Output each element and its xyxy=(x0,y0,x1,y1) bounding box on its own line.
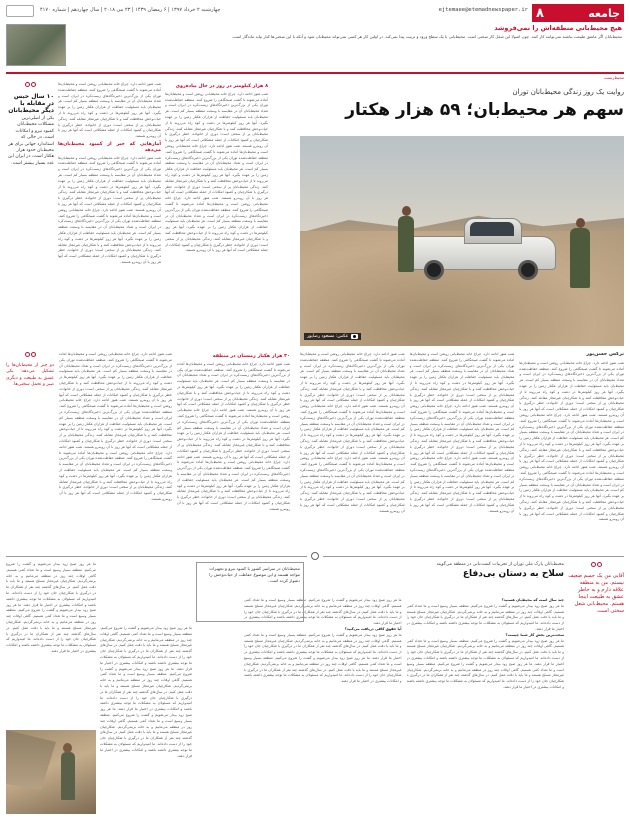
interview-kicker: محیط‌بانان پارک ملی توران از تجربیات کشت‌بانی در منطقه می‌گویند xyxy=(436,562,564,567)
article-body-text: شب هنوز ادامه دارد. چراغ خانه محیط‌بانی روشن است و محیط‌بان‌ها آماده می‌شوند تا گشت صبحگاهی را شروع کنند. منطقه حفاظت‌شده توران یکی از بزرگ‌ترین ذخیره‌گاه‌های زیست‌کره در ایران است و تعداد محیط‌بانان آن در مقایسه با وسعت منطقه بسیار کم است. هر محیط‌بان باید مسئولیت حفاظت از هزاران هکتار زمین را بر عهده بگیرد. آنها هر روز کیلومترها در دشت و کوه راه می‌روند تا از حیات‌وحش محافظت کنند و با شکارچیان غیرمجاز مقابله کنند. زندگی محیط‌بانان پر از سختی است؛ دوری از خانواده، خطر درگیری با شکارچیان و کمبود امکانات از جمله مشکلاتی است که آنها هر روز با آن روبه‌رو هستند. xyxy=(519,360,624,417)
side-box-title: ۱۰ سال حبس در مقابله با دیگر محیط‌بانان xyxy=(8,93,54,114)
article-subhead: ۳۰ هزار هکتار زمستان در منطقه xyxy=(212,354,290,359)
promo-title: هیچ محیط‌بانی منطقه‌اش را نمی‌فروشد xyxy=(494,24,622,32)
ranger-figure xyxy=(398,216,414,272)
interview-question: آیا حقوق کافی دریافت می‌کنید؟ xyxy=(344,626,402,631)
interview-answer: ما هر روز صبح زود بیدار می‌شویم و گشت را شروع می‌کنیم. منطقه بسیار وسیع است و ما تعداد کمی هستیم. گاهی اوقات چند روز در منطقه می‌مانیم و به خانه برنمی‌گردیم. شکارچیان غیرمجاز مسلح هستند و ما باید با دقت عمل کنیم. در سال‌های گذشته چند نفر از همکاران ما در درگیری با شکارچیان جان خود را از دست داده‌اند. ما امیدواریم که مسئولان به مشکلات ما توجه بیشتری داشته باشند و امکانات بیشتری در اختیار ما قرار دهند. xyxy=(406,661,564,689)
quote-icon xyxy=(590,562,602,571)
quote-icon xyxy=(24,352,36,361)
article-column xyxy=(300,352,405,550)
interview-question: سخت‌ترین بخش کار شما چیست؟ xyxy=(505,632,564,637)
article-body-text: شب هنوز ادامه دارد. چراغ خانه محیط‌بانی روشن است و محیط‌بان‌ها آماده می‌شوند تا گشت صبحگاهی را شروع کنند. منطقه حفاظت‌شده توران یکی از بزرگ‌ترین ذخیره‌گاه‌های زیست‌کره در ایران است و تعداد محیط‌بانان آن در مقایسه با وسعت منطقه بسیار کم است. هر محیط‌بان باید مسئولیت حفاظت از هزاران هکتار زمین را بر عهده بگیرد. آنها هر روز کیلومترها در دشت و کوه راه می‌روند تا از حیات‌وحش محافظت کنند و با شکارچیان غیرمجاز مقابله کنند. زندگی محیط‌بانان پر از سختی است؛ دوری از خانواده، خطر درگیری با شکارچیان و کمبود امکانات از جمله مشکلاتی است که آنها هر روز با آن روبه‌رو هستند. xyxy=(177,361,290,413)
article-columns-upper xyxy=(58,82,268,346)
interview-answer: ما هر روز صبح زود بیدار می‌شویم و گشت را شروع می‌کنیم. منطقه بسیار وسیع است و ما تعداد کمی هستیم. گاهی اوقات چند روز در منطقه می‌مانیم و به خانه برنمی‌گردیم. شکارچیان غیرمجاز مسلح هستند و ما باید با دقت عمل کنیم. در سال‌های گذشته چند نفر از همکاران ما در درگیری با شکارچیان جان خود را از دست داده‌اند. ما امیدواریم که مسئولان به مشکلات ما توجه بیشتری داشته باشند و امکانات بیشتری در اختیار ما قرار دهند. xyxy=(6,602,96,653)
boxed-quote: محیط‌بانان در سراسر کشور با کمبود نیرو و تجهیزات مواجه هستند و این موضوع حفاظت از حیات‌وحش را دشوار کرده است. xyxy=(196,562,304,622)
article-body-text: شب هنوز ادامه دارد. چراغ خانه محیط‌بانی روشن است و محیط‌بان‌ها آماده می‌شوند تا گشت صبحگاهی را شروع کنند. منطقه حفاظت‌شده توران یکی از بزرگ‌ترین ذخیره‌گاه‌های زیست‌کره در ایران است و تعداد محیط‌بانان آن در مقایسه با وسعت منطقه بسیار کم است. هر محیط‌بان باید مسئولیت حفاظت از هزاران هکتار زمین را بر عهده بگیرد. آنها هر روز کیلومترها در دشت و کوه راه می‌روند تا از حیات‌وحش محافظت کنند و با شکارچیان غیرمجاز مقابله کنند. زندگی محیط‌بانان پر از سختی است؛ دوری از خانواده، خطر درگیری با شکارچیان و کمبود امکانات از جمله مشکلاتی است که آنها هر روز با آن روبه‌رو هستند. xyxy=(177,408,290,459)
article-body-text: شب هنوز ادامه دارد. چراغ خانه محیط‌بانی روشن است و محیط‌بان‌ها آماده می‌شوند تا گشت صبحگاهی را شروع کنند. منطقه حفاظت‌شده توران یکی از بزرگ‌ترین ذخیره‌گاه‌های زیست‌کره در ایران است و تعداد محیط‌بانان آن در مقایسه با وسعت منطقه بسیار کم است. هر محیط‌بان باید مسئولیت حفاظت از هزاران هکتار زمین را بر عهده بگیرد. آنها هر روز کیلومترها در دشت و کوه راه می‌روند تا از حیات‌وحش محافظت کنند و با شکارچیان غیرمجاز مقابله کنند. زندگی محیط‌بانان پر از سختی است؛ دوری از خانواده، خطر درگیری با شکارچیان و کمبود امکانات از جمله مشکلاتی است که آنها هر روز با آن روبه‌رو هستند. xyxy=(59,398,172,449)
interview-question: چند سال است که محیط‌بان هستید؟ xyxy=(501,598,564,602)
pickup-truck xyxy=(406,218,556,282)
side-box xyxy=(6,82,54,262)
interview-column xyxy=(407,598,565,814)
article-body-text: شب هنوز ادامه دارد. چراغ خانه محیط‌بانی روشن است و محیط‌بان‌ها آماده می‌شوند تا گشت صبحگاهی را شروع کنند. منطقه حفاظت‌شده توران یکی از بزرگ‌ترین ذخیره‌گاه‌های زیست‌کره در ایران است و تعداد محیط‌بانان آن در مقایسه با وسعت منطقه بسیار کم است. هر محیط‌بان باید مسئولیت حفاظت از هزاران هکتار زمین را بر عهده بگیرد. آنها هر روز کیلومترها در دشت و کوه راه می‌روند تا از حیات‌وحش محافظت کنند و با شکارچیان غیرمجاز مقابله کنند. زندگی محیط‌بانان پر از سختی است؛ دوری از خانواده، خطر درگیری با شکارچیان و کمبود امکانات از جمله مشکلاتی است که آنها هر روز با آن روبه‌رو هستند. xyxy=(519,465,624,522)
article-body-text: شب هنوز ادامه دارد. چراغ خانه محیط‌بانی روشن است و محیط‌بان‌ها آماده می‌شوند تا گشت صبحگاهی را شروع کنند. منطقه حفاظت‌شده توران یکی از بزرگ‌ترین ذخیره‌گاه‌های زیست‌کره در ایران است و تعداد محیط‌بانان آن در مقایسه با وسعت منطقه بسیار کم است. هر محیط‌بان باید مسئولیت حفاظت از هزاران هکتار زمین را بر عهده بگیرد. آنها هر روز کیلومترها در دشت و کوه راه می‌روند تا از حیات‌وحش محافظت کنند و با شکارچیان غیرمجاز مقابله کنند. زندگی محیط‌بانان پر از سختی است؛ دوری از خانواده، خطر درگیری با شکارچیان و کمبود امکانات از جمله مشکلاتی است که آنها هر روز با آن روبه‌رو هستند. xyxy=(165,143,268,201)
interview-answer: ما هر روز صبح زود بیدار می‌شویم و گشت را شروع می‌کنیم. منطقه بسیار وسیع است و ما تعداد کمی هستیم. گاهی اوقات چند روز در منطقه می‌مانیم و به خانه برنمی‌گردیم. شکارچیان غیرمجاز مسلح هستند و ما باید با دقت عمل کنیم. در سال‌های گذشته چند نفر از همکاران ما در درگیری با شکارچیان جان خود را از دست داده‌اند. ما امیدواریم که مسئولان به مشکلات ما توجه بیشتری داشته باشند و امکانات بیشتری در اختیار ما قرار دهند. xyxy=(100,707,192,758)
interview-column-far-left xyxy=(6,562,96,726)
article-body-text: شب هنوز ادامه دارد. چراغ خانه محیط‌بانی روشن است و محیط‌بان‌ها آماده می‌شوند تا گشت صبحگاهی را شروع کنند. منطقه حفاظت‌شده توران یکی از بزرگ‌ترین ذخیره‌گاه‌های زیست‌کره در ایران است و تعداد محیط‌بانان آن در مقایسه با وسعت منطقه بسیار کم است. هر محیط‌بان باید مسئولیت حفاظت از هزاران هکتار زمین را بر عهده بگیرد. آنها هر روز کیلومترها در دشت و کوه راه می‌روند تا از حیات‌وحش محافظت کنند و با شکارچیان غیرمجاز مقابله کنند. زندگی محیط‌بانان پر از سختی است؛ دوری از خانواده، خطر درگیری با شکارچیان و کمبود امکانات از جمله مشکلاتی است که آنها هر روز با آن روبه‌رو هستند. xyxy=(165,91,268,148)
article-body-text: شب هنوز ادامه دارد. چراغ خانه محیط‌بانی روشن است و محیط‌بان‌ها آماده می‌شوند تا گشت صبحگاهی را شروع کنند. منطقه حفاظت‌شده توران یکی از بزرگ‌ترین ذخیره‌گاه‌های زیست‌کره در ایران است و تعداد محیط‌بانان آن در مقایسه با وسعت منطقه بسیار کم است. هر محیط‌بان باید مسئولیت حفاظت از هزاران هکتار زمین را بر عهده بگیرد. آنها هر روز کیلومترها در دشت و کوه راه می‌روند تا از حیات‌وحش محافظت کنند و با شکارچیان غیرمجاز مقابله کنند. زندگی محیط‌بانان پر از سختی است؛ دوری از خانواده، خطر درگیری با شکارچیان و کمبود امکانات از جمله مشکلاتی است که آنها هر روز با آن روبه‌رو هستند. xyxy=(59,352,172,403)
article-column xyxy=(410,352,515,550)
article-body-text: شب هنوز ادامه دارد. چراغ خانه محیط‌بانی روشن است و محیط‌بان‌ها آماده می‌شوند تا گشت صبحگاهی را شروع کنند. منطقه حفاظت‌شده توران یکی از بزرگ‌ترین ذخیره‌گاه‌های زیست‌کره در ایران است و تعداد محیط‌بانان آن در مقایسه با وسعت منطقه بسیار کم است. هر محیط‌بان باید مسئولیت حفاظت از هزاران هکتار زمین را بر عهده بگیرد. آنها هر روز کیلومترها در دشت و کوه راه می‌روند تا از حیات‌وحش محافظت کنند و با شکارچیان غیرمجاز مقابله کنند. زندگی محیط‌بانان پر از سختی است؛ دوری از خانواده، خطر درگیری با شکارچیان و کمبود امکانات از جمله مشکلاتی است که آنها هر روز با آن روبه‌رو هستند. xyxy=(519,412,624,470)
newspaper-logo-icon xyxy=(6,5,34,17)
section-name: جامعه xyxy=(588,6,620,20)
promo-strip xyxy=(6,24,624,68)
article-body-text: شب هنوز ادامه دارد. چراغ خانه محیط‌بانی روشن است و محیط‌بان‌ها آماده می‌شوند تا گشت صبحگاهی را شروع کنند. منطقه حفاظت‌شده توران یکی از بزرگ‌ترین ذخیره‌گاه‌های زیست‌کره در ایران است و تعداد محیط‌بانان آن در مقایسه با وسعت منطقه بسیار کم است. هر محیط‌بان باید مسئولیت حفاظت از هزاران هکتار زمین را بر عهده بگیرد. آنها هر روز کیلومترها در دشت و کوه راه می‌روند تا از حیات‌وحش محافظت کنند و با شکارچیان غیرمجاز مقابله کنند. زندگی محیط‌بانان پر از سختی است؛ دوری از خانواده، خطر درگیری با شکارچیان و کمبود امکانات از جمله مشکلاتی است که آنها هر روز با آن روبه‌رو هستند. xyxy=(409,456,515,513)
main-headline: سهم هر محیط‌بان؛ ۵۹ هزار هکتار xyxy=(345,100,624,120)
section-tab xyxy=(532,4,624,22)
article-subhead: ۸ هزار کیلومتر در روز در حال پیاده‌روی xyxy=(175,84,268,89)
promo-body: محیط‌بانان اگر عاشق طبیعت نباشند نمی‌توانند کار کنند. چون اصولا این شغل کار سختی است. محیط‌بانی با یک سطح ورود و تربیت پیدا نمی‌کند. در اولین کار هر کسی نمی‌تواند محیط‌بان شود و آنکه با این سختی‌ها کنار بیاید ماندگار است. xyxy=(231,34,622,39)
article-author: نرگس حسن‌پور xyxy=(586,352,624,357)
section-rule xyxy=(6,72,624,78)
article-columns-under-photo xyxy=(300,352,624,550)
pull-quote: دو چیز از محیط‌بان‌ها را تشکیل می‌دهد: یکی عشق به طبیعت و دیگری صبر و تحمل سختی‌ها. xyxy=(6,363,54,388)
interview-title: سلاح به دستان بی‌دفاع xyxy=(462,569,564,579)
article-column xyxy=(59,352,172,550)
article-body-text: شب هنوز ادامه دارد. چراغ خانه محیط‌بانی روشن است و محیط‌بان‌ها آماده می‌شوند تا گشت صبحگاهی را شروع کنند. منطقه حفاظت‌شده توران یکی از بزرگ‌ترین ذخیره‌گاه‌های زیست‌کره در ایران است و تعداد محیط‌بانان آن در مقایسه با وسعت منطقه بسیار کم است. هر محیط‌بان باید مسئولیت حفاظت از هزاران هکتار زمین را بر عهده بگیرد. آنها هر روز کیلومترها در دشت و کوه راه می‌روند تا از حیات‌وحش محافظت کنند و با شکارچیان غیرمجاز مقابله کنند. زندگی محیط‌بانان پر از سختی است؛ دوری از خانواده، خطر درگیری با شکارچیان و کمبود امکانات از جمله مشکلاتی است که آنها هر روز با آن روبه‌رو هستند. xyxy=(299,456,405,513)
interview-answer: ما هر روز صبح زود بیدار می‌شویم و گشت را شروع می‌کنیم. منطقه بسیار وسیع است و ما تعداد کمی هستیم. گاهی اوقات چند روز در منطقه می‌مانیم و به خانه برنمی‌گردیم. شکارچیان غیرمجاز مسلح هستند و ما باید با دقت عمل کنیم. در سال‌های گذشته چند نفر از همکاران ما در درگیری با شکارچیان جان خود را از دست داده‌اند. ما امیدواریم که مسئولان به مشکلات ما توجه بیشتری داشته باشند و امکانات بیشتری در اختیار ما قرار دهند. xyxy=(100,626,192,671)
article-body-text: شب هنوز ادامه دارد. چراغ خانه محیط‌بانی روشن است و محیط‌بان‌ها آماده می‌شوند تا گشت صبحگاهی را شروع کنند. منطقه حفاظت‌شده توران یکی از بزرگ‌ترین ذخیره‌گاه‌های زیست‌کره در ایران است و تعداد محیط‌بانان آن در مقایسه با وسعت منطقه بسیار کم است. هر محیط‌بان باید مسئولیت حفاظت از هزاران هکتار زمین را بر عهده بگیرد. آنها هر روز کیلومترها در دشت و کوه راه می‌روند تا از حیات‌وحش محافظت کنند و با شکارچیان غیرمجاز مقابله کنند. زندگی محیط‌بانان پر از سختی است؛ دوری از خانواده، خطر درگیری با شکارچیان و کمبود امکانات از جمله مشکلاتی است که آنها هر روز با آن روبه‌رو هستند. xyxy=(409,352,515,409)
ornament-icon xyxy=(311,552,319,560)
article-body-text: شب هنوز ادامه دارد. چراغ خانه محیط‌بانی روشن است و محیط‌بان‌ها آماده می‌شوند تا گشت صبحگاهی را شروع کنند. منطقه حفاظت‌شده توران یکی از بزرگ‌ترین ذخیره‌گاه‌های زیست‌کره در ایران است و تعداد محیط‌بانان آن در مقایسه با وسعت منطقه بسیار کم است. هر محیط‌بان باید مسئولیت حفاظت از هزاران هکتار زمین را بر عهده بگیرد. آنها هر روز کیلومترها در دشت و کوه راه می‌روند تا از حیات‌وحش محافظت کنند و با شکارچیان غیرمجاز مقابله کنند. زندگی محیط‌بانان پر از سختی است؛ دوری از خانواده، خطر درگیری با شکارچیان و کمبود امکانات از جمله مشکلاتی است که آنها هر روز با آن روبه‌رو هستند. xyxy=(299,404,405,461)
header-meta xyxy=(6,7,528,13)
article-subhead: آمارهایی که خبر از کمبود محیط‌بان‌ها می‌دهد xyxy=(58,141,161,153)
article-body-text: شب هنوز ادامه دارد. چراغ خانه محیط‌بانی روشن است و محیط‌بان‌ها آماده می‌شوند تا گشت صبحگاهی را شروع کنند. منطقه حفاظت‌شده توران یکی از بزرگ‌ترین ذخیره‌گاه‌های زیست‌کره در ایران است و تعداد محیط‌بانان آن در مقایسه با وسعت منطقه بسیار کم است. هر محیط‌بان باید مسئولیت حفاظت از هزاران هکتار زمین را بر عهده بگیرد. آنها هر روز کیلومترها در دشت و کوه راه می‌روند تا از حیات‌وحش محافظت کنند و با شکارچیان غیرمجاز مقابله کنند. زندگی محیط‌بانان پر از سختی است؛ دوری از خانواده، خطر درگیری با شکارچیان و کمبود امکانات از جمله مشکلاتی است که آنها هر روز با آن روبه‌رو هستند. xyxy=(58,82,161,139)
article-body-text: شب هنوز ادامه دارد. چراغ خانه محیط‌بانی روشن است و محیط‌بان‌ها آماده می‌شوند تا گشت صبحگاهی را شروع کنند. منطقه حفاظت‌شده توران یکی از بزرگ‌ترین ذخیره‌گاه‌های زیست‌کره در ایران است و تعداد محیط‌بانان آن در مقایسه با وسعت منطقه بسیار کم است. هر محیط‌بان باید مسئولیت حفاظت از هزاران هکتار زمین را بر عهده بگیرد. آنها هر روز کیلومترها در دشت و کوه راه می‌روند تا از حیات‌وحش محافظت کنند و با شکارچیان غیرمجاز مقابله کنند. زندگی محیط‌بانان پر از سختی است؛ دوری از خانواده، خطر درگیری با شکارچیان و کمبود امکانات از جمله مشکلاتی است که آنها هر روز با آن روبه‌رو هستند. xyxy=(409,404,515,461)
issue-info: چهارشنبه ۲ خرداد ۱۳۹۷ | ۶ رمضان ۱۴۳۹ | ۲۳ می ۲۰۱۸ | سال چهاردهم | شماره ۴۱۷۰ xyxy=(40,7,221,13)
interview-answer: ما هر روز صبح زود بیدار می‌شویم و گشت را شروع می‌کنیم. منطقه بسیار وسیع است و ما تعداد کمی هستیم. گاهی اوقات چند روز در منطقه می‌مانیم و به خانه برنمی‌گردیم. شکارچیان غیرمجاز مسلح هستند و ما باید با دقت عمل کنیم. در سال‌های گذشته چند نفر از همکاران ما در درگیری با شکارچیان جان خود را از دست داده‌اند. ما امیدواریم که مسئولان به مشکلات ما توجه بیشتری داشته باشند و امکانات بیشتری در اختیار ما قرار دهند. xyxy=(100,666,192,712)
article-body-text: شب هنوز ادامه دارد. چراغ خانه محیط‌بانی روشن است و محیط‌بان‌ها آماده می‌شوند تا گشت صبحگاهی را شروع کنند. منطقه حفاظت‌شده توران یکی از بزرگ‌ترین ذخیره‌گاه‌های زیست‌کره در ایران است و تعداد محیط‌بانان آن در مقایسه با وسعت منطقه بسیار کم است. هر محیط‌بان باید مسئولیت حفاظت از هزاران هکتار زمین را بر عهده بگیرد. آنها هر روز کیلومترها در دشت و کوه راه می‌روند تا از حیات‌وحش محافظت کنند و با شکارچیان غیرمجاز مقابله کنند. زندگی محیط‌بانان پر از سختی است؛ دوری از خانواده، خطر درگیری با شکارچیان و کمبود امکانات از جمله مشکلاتی است که آنها هر روز با آن روبه‌رو هستند. xyxy=(165,196,268,253)
interview-answer: ما هر روز صبح زود بیدار می‌شویم و گشت را شروع می‌کنیم. منطقه بسیار وسیع است و ما تعداد کمی هستیم. گاهی اوقات چند روز در منطقه می‌مانیم و به خانه برنمی‌گردیم. شکارچیان غیرمجاز مسلح هستند و ما باید با دقت عمل کنیم. در سال‌های گذشته چند نفر از همکاران ما در درگیری با شکارچیان جان خود را از دست داده‌اند. ما امیدواریم که مسئولان به مشکلات ما توجه بیشتری داشته باشند و امکانات بیشتری در اختیار ما قرار دهند. xyxy=(6,562,96,607)
rule-label: محیط‌زیست xyxy=(603,75,624,80)
interview-answer: ما هر روز صبح زود بیدار می‌شویم و گشت را شروع می‌کنیم. منطقه بسیار وسیع است و ما تعداد کمی هستیم. گاهی اوقات چند روز در منطقه می‌مانیم و به خانه برنمی‌گردیم. شکارچیان غیرمجاز مسلح هستند و ما باید با دقت عمل کنیم. در سال‌های گذشته چند نفر از همکاران ما در درگیری با شکارچیان جان خود را از دست داده‌اند. ما امیدواریم که مسئولان به مشکلات ما توجه بیشتری داشته باشند و امکانات بیشتری در اختیار ما قرار دهند. xyxy=(244,632,402,660)
article-column xyxy=(177,352,290,550)
photo-sky xyxy=(300,136,624,231)
main-photo xyxy=(300,136,624,346)
interview-answer: ما هر روز صبح زود بیدار می‌شویم و گشت را شروع می‌کنیم. منطقه بسیار وسیع است و ما تعداد کمی هستیم. گاهی اوقات چند روز در منطقه می‌مانیم و به خانه برنمی‌گردیم. شکارچیان غیرمجاز مسلح هستند و ما باید با دقت عمل کنیم. در سال‌های گذشته چند نفر از همکاران ما در درگیری با شکارچیان جان خود را از دست داده‌اند. ما امیدواریم که مسئولان به مشکلات ما توجه بیشتری داشته باشند و امکانات بیشتری در اختیار ما قرار دهند. xyxy=(406,603,564,631)
ranger-photo xyxy=(6,730,96,814)
article-column xyxy=(58,82,161,346)
ranger-figure xyxy=(570,228,590,288)
interview-column xyxy=(244,598,402,814)
interview-answer: ما هر روز صبح زود بیدار می‌شویم و گشت را شروع می‌کنیم. منطقه بسیار وسیع است و ما تعداد کمی هستیم. گاهی اوقات چند روز در منطقه می‌مانیم و به خانه برنمی‌گردیم. شکارچیان غیرمجاز مسلح هستند و ما باید با دقت عمل کنیم. در سال‌های گذشته چند نفر از همکاران ما در درگیری با شکارچیان جان خود را از دست داده‌اند. ما امیدواریم که مسئولان به مشکلات ما توجه بیشتری داشته باشند و امکانات بیشتری در اختیار ما قرار دهند. xyxy=(406,638,564,666)
interview-pull-quote: آقایی من یک جسم ضعیف نیستم. من به منطقه علاقه دارم و به خاطر عشق به طبیعت اینجا هستم. محیط‌بانی شغل سختی است. xyxy=(568,573,624,614)
interview-side-quote xyxy=(568,562,624,692)
quote-icon xyxy=(24,82,36,91)
ranger-figure xyxy=(61,752,75,800)
interview-columns xyxy=(244,598,564,814)
page-header xyxy=(6,4,624,22)
article-column xyxy=(519,352,624,550)
main-kicker: روایت یک روز زندگی محیط‌بانان توران xyxy=(512,88,624,96)
article-columns-lower-left xyxy=(6,352,290,550)
article-body-text: شب هنوز ادامه دارد. چراغ خانه محیط‌بانی روشن است و محیط‌بان‌ها آماده می‌شوند تا گشت صبحگاهی را شروع کنند. منطقه حفاظت‌شده توران یکی از بزرگ‌ترین ذخیره‌گاه‌های زیست‌کره در ایران است و تعداد محیط‌بانان آن در مقایسه با وسعت منطقه بسیار کم است. هر محیط‌بان باید مسئولیت حفاظت از هزاران هکتار زمین را بر عهده بگیرد. آنها هر روز کیلومترها در دشت و کوه راه می‌روند تا از حیات‌وحش محافظت کنند و با شکارچیان غیرمجاز مقابله کنند. زندگی محیط‌بانان پر از سختی است؛ دوری از خانواده، خطر درگیری با شکارچیان و کمبود امکانات از جمله مشکلاتی است که آنها هر روز با آن روبه‌رو هستند. xyxy=(59,444,172,501)
section-email[interactable]: ejtemaee@etemadnewspaper.ir xyxy=(438,7,528,13)
photo-credit xyxy=(304,333,361,340)
article-body-text: شب هنوز ادامه دارد. چراغ خانه محیط‌بانی روشن است و محیط‌بان‌ها آماده می‌شوند تا گشت صبحگاهی را شروع کنند. منطقه حفاظت‌شده توران یکی از بزرگ‌ترین ذخیره‌گاه‌های زیست‌کره در ایران است و تعداد محیط‌بانان آن در مقایسه با وسعت منطقه بسیار کم است. هر محیط‌بان باید مسئولیت حفاظت از هزاران هکتار زمین را بر عهده بگیرد. آنها هر روز کیلومترها در دشت و کوه راه می‌روند تا از حیات‌وحش محافظت کنند و با شکارچیان غیرمجاز مقابله کنند. زندگی محیط‌بانان پر از سختی است؛ دوری از خانواده، خطر درگیری با شکارچیان و کمبود امکانات از جمله مشکلاتی است که آنها هر روز با آن روبه‌رو هستند. xyxy=(58,155,161,212)
interview-answer: ما هر روز صبح زود بیدار می‌شویم و گشت را شروع می‌کنیم. منطقه بسیار وسیع است و ما تعداد کمی هستیم. گاهی اوقات چند روز در منطقه می‌مانیم و به خانه برنمی‌گردیم. شکارچیان غیرمجاز مسلح هستند و ما باید با دقت عمل کنیم. در سال‌های گذشته چند نفر از همکاران ما در درگیری با شکارچیان جان خود را از دست داده‌اند. ما امیدواریم که مسئولان به مشکلات ما توجه بیشتری داشته باشند و امکانات بیشتری در اختیار ما قرار دهند. xyxy=(244,598,402,626)
photo-credit-text: عکس: مسعود رضاپور xyxy=(307,334,349,339)
section-divider xyxy=(6,552,624,560)
camera-icon xyxy=(351,334,358,339)
article-column xyxy=(165,82,268,346)
article-body-text: شب هنوز ادامه دارد. چراغ خانه محیط‌بانی روشن است و محیط‌بان‌ها آماده می‌شوند تا گشت صبحگاهی را شروع کنند. منطقه حفاظت‌شده توران یکی از بزرگ‌ترین ذخیره‌گاه‌های زیست‌کره در ایران است و تعداد محیط‌بانان آن در مقایسه با وسعت منطقه بسیار کم است. هر محیط‌بان باید مسئولیت حفاظت از هزاران هکتار زمین را بر عهده بگیرد. آنها هر روز کیلومترها در دشت و کوه راه می‌روند تا از حیات‌وحش محافظت کنند و با شکارچیان غیرمجاز مقابله کنند. زندگی محیط‌بانان پر از سختی است؛ دوری از خانواده، خطر درگیری با شکارچیان و کمبود امکانات از جمله مشکلاتی است که آنها هر روز با آن روبه‌رو هستند. xyxy=(177,454,290,511)
side-box-quote: یکی از اصلی‌ترین مشکلات محیط‌بانان کمبود نیرو و امکانات است. در حالی که استاندارد جهانی برای هر محیط‌بان حدود هزار هکتار است، در ایران این عدد بسیار بیشتر است. xyxy=(7,116,54,166)
promo-text xyxy=(70,24,624,68)
interview-column-left xyxy=(100,626,192,814)
article-body-text: شب هنوز ادامه دارد. چراغ خانه محیط‌بانی روشن است و محیط‌بان‌ها آماده می‌شوند تا گشت صبحگاهی را شروع کنند. منطقه حفاظت‌شده توران یکی از بزرگ‌ترین ذخیره‌گاه‌های زیست‌کره در ایران است و تعداد محیط‌بانان آن در مقایسه با وسعت منطقه بسیار کم است. هر محیط‌بان باید مسئولیت حفاظت از هزاران هکتار زمین را بر عهده بگیرد. آنها هر روز کیلومترها در دشت و کوه راه می‌روند تا از حیات‌وحش محافظت کنند و با شکارچیان غیرمجاز مقابله کنند. زندگی محیط‌بانان پر از سختی است؛ دوری از خانواده، خطر درگیری با شکارچیان و کمبود امکانات از جمله مشکلاتی است که آنها هر روز با آن روبه‌رو هستند. xyxy=(58,207,161,264)
interview-answer: ما هر روز صبح زود بیدار می‌شویم و گشت را شروع می‌کنیم. منطقه بسیار وسیع است و ما تعداد کمی هستیم. گاهی اوقات چند روز در منطقه می‌مانیم و به خانه برنمی‌گردیم. شکارچیان غیرمجاز مسلح هستند و ما باید با دقت عمل کنیم. در سال‌های گذشته چند نفر از همکاران ما در درگیری با شکارچیان جان خود را از دست داده‌اند. ما امیدواریم که مسئولان به مشکلات ما توجه بیشتری داشته باشند و امکانات بیشتری در اختیار ما قرار دهند. xyxy=(244,655,402,684)
article-column xyxy=(6,352,54,550)
page-number: ۸ xyxy=(536,5,544,21)
article-body-text: شب هنوز ادامه دارد. چراغ خانه محیط‌بانی روشن است و محیط‌بان‌ها آماده می‌شوند تا گشت صبحگاهی را شروع کنند. منطقه حفاظت‌شده توران یکی از بزرگ‌ترین ذخیره‌گاه‌های زیست‌کره در ایران است و تعداد محیط‌بانان آن در مقایسه با وسعت منطقه بسیار کم است. هر محیط‌بان باید مسئولیت حفاظت از هزاران هکتار زمین را بر عهده بگیرد. آنها هر روز کیلومترها در دشت و کوه راه می‌روند تا از حیات‌وحش محافظت کنند و با شکارچیان غیرمجاز مقابله کنند. زندگی محیط‌بانان پر از سختی است؛ دوری از خانواده، خطر درگیری با شکارچیان و کمبود امکانات از جمله مشکلاتی است که آنها هر روز با آن روبه‌رو هستند. xyxy=(299,352,405,409)
main-headline-block xyxy=(302,88,624,136)
promo-photo xyxy=(6,24,66,66)
